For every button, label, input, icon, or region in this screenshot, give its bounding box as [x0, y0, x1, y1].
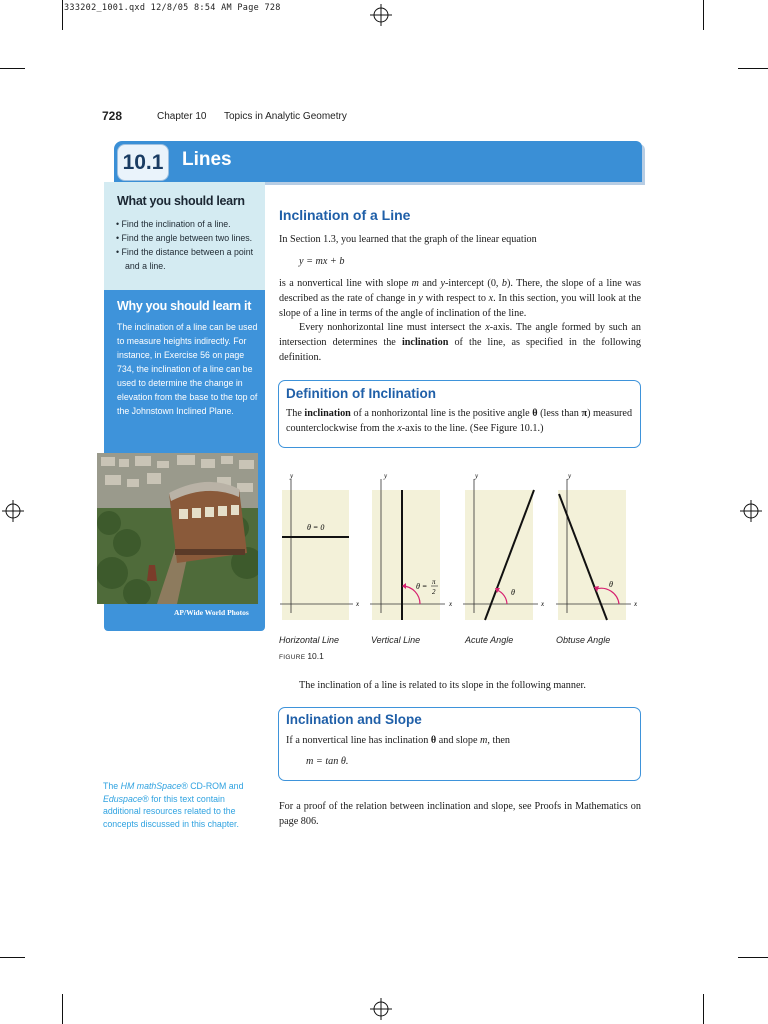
y-axis-label: y	[384, 472, 388, 480]
crop-mark	[62, 0, 63, 30]
paragraph-1: is a nonvertical line with slope m and y-intercept (0, b). There, the slope of a line was described as the rate of change in y with respect to x. In this section, you will look at the slope of a line in terms of the angle of inclination of the line.	[279, 278, 642, 319]
chapter-label: Chapter 10	[157, 111, 207, 122]
photo-credit: AP/Wide World Photos	[174, 608, 249, 617]
angle-fraction-numerator: π	[432, 578, 436, 586]
learn-list	[116, 217, 258, 273]
proof-text: For a proof of the relation between inclination and slope, see Proofs in Mathematics on page 806.	[279, 801, 641, 827]
x-axis-label: x	[356, 600, 360, 608]
caption-obtuse: Obtuse Angle	[556, 635, 611, 645]
inclined-plane-photo-illustration	[97, 453, 258, 604]
relation-text: The inclination of a line is related to its slope in the following manner.	[299, 680, 586, 691]
panel-vertical-line	[370, 472, 453, 620]
intro-text: In Section 1.3, you learned that the graph of the linear equation	[279, 234, 537, 245]
crop-mark	[62, 994, 63, 1024]
x-axis-label: x	[634, 600, 638, 608]
caption-vertical: Vertical Line	[371, 635, 421, 645]
inclined-plane-photo	[97, 453, 258, 604]
y-axis-label: y	[290, 472, 294, 480]
crop-mark	[703, 994, 704, 1024]
crop-mark	[738, 68, 768, 69]
figure-label: FIGURE 10.1	[279, 651, 324, 661]
learn-item: • Find the angle between two lines.	[116, 233, 253, 243]
x-axis-label: x	[541, 600, 545, 608]
caption-acute: Acute Angle	[465, 635, 514, 645]
learn-item: • Find the inclination of a line.	[116, 219, 231, 229]
why-body: The inclination of a line can be used to measure heights indirectly. For instance, in Exercise 56 on page 734, the inclination of a line can be used to determine the change in elevation from the base to the top of the Johnstown Inclined Plane.	[117, 322, 258, 416]
panel-horizontal-line	[280, 472, 360, 620]
figure-10-1	[275, 465, 645, 625]
crop-mark	[0, 68, 25, 69]
section-heading: Inclination of a Line	[279, 207, 411, 223]
definition-title: Definition of Inclination	[286, 386, 436, 401]
print-slug: 333202_1001.qxd 12/8/05 8:54 AM Page 728	[64, 3, 281, 13]
learn-item: • Find the distance between a point and a line.	[116, 247, 254, 271]
registration-mark-icon	[2, 500, 24, 522]
paragraph-2: Every nonhorizontal line must intersect the x-axis. The angle formed by such an intersection determines the inclination of the line, as specified in the following definition.	[279, 322, 642, 363]
y-axis-label: y	[475, 472, 479, 480]
inclination-slope-title: Inclination and Slope	[286, 712, 422, 727]
resources-note: The HM mathSpace® CD-ROM and Eduspace® for this text contain additional resources related to the concepts discussed in this chapter.	[103, 781, 244, 829]
section-number: 10.1	[117, 144, 169, 181]
page-number: 728	[102, 109, 123, 123]
crop-mark	[738, 957, 768, 958]
learn-heading: What you should learn	[117, 194, 245, 208]
panel-acute-angle	[463, 472, 545, 620]
angle-label: θ	[511, 588, 515, 597]
x-axis-label: x	[449, 600, 453, 608]
crop-mark	[0, 957, 25, 958]
inclination-slope-text: If a nonvertical line has inclination θ and slope m, then	[286, 735, 511, 746]
angle-label: θ = 0	[307, 523, 325, 532]
chapter-title: Topics in Analytic Geometry	[224, 111, 347, 122]
angle-fraction-denominator: 2	[432, 588, 436, 596]
definition-text: The inclination of a nonhorizontal line is the positive angle θ (less than π) measured counterclockwise from the x-axis to the line. (See Figure 10.1.)	[286, 408, 633, 434]
caption-horizontal: Horizontal Line	[279, 635, 340, 645]
angle-label: θ	[609, 580, 613, 589]
registration-mark-icon	[370, 998, 392, 1020]
linear-equation: y = mx + b	[299, 256, 345, 267]
y-axis-label: y	[568, 472, 572, 480]
why-heading: Why you should learn it	[117, 299, 252, 313]
crop-mark	[703, 0, 704, 30]
panel-obtuse-angle	[556, 472, 638, 620]
slope-formula: m = tan θ.	[306, 756, 349, 767]
registration-mark-icon	[370, 4, 392, 26]
registration-mark-icon	[740, 500, 762, 522]
angle-label: θ =	[416, 582, 428, 591]
section-title: Lines	[182, 149, 232, 170]
